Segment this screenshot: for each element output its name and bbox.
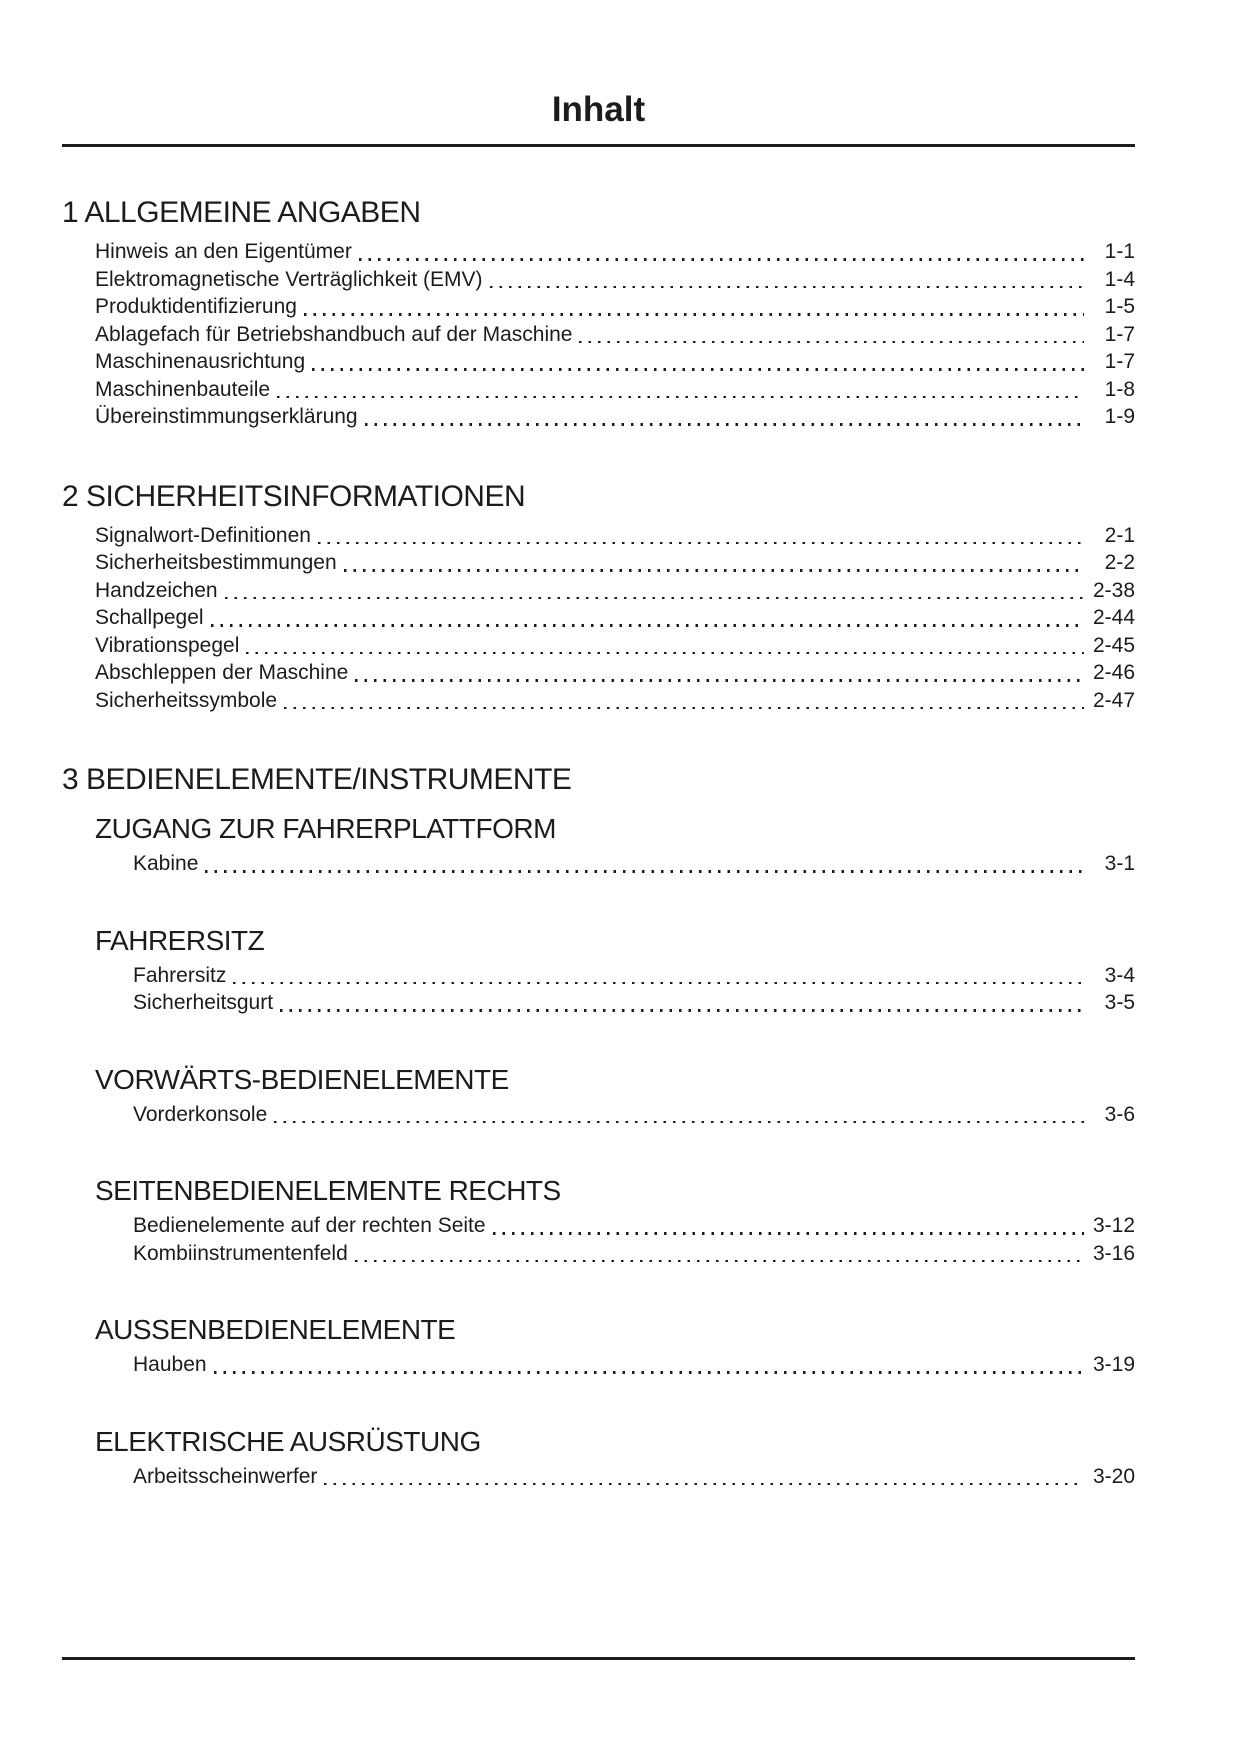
- toc-entry-page: 3-12: [1092, 1214, 1135, 1237]
- dot-leader: [304, 293, 1084, 321]
- toc-entry: [62, 403, 1135, 431]
- toc-entry-label: Sicherheitssymbole: [95, 688, 278, 712]
- toc-entry-page: 2-38: [1092, 578, 1135, 602]
- toc-subsection: [62, 1174, 1135, 1267]
- dot-leader: [246, 632, 1084, 660]
- toc-entry: [62, 1351, 1135, 1379]
- toc-subsection: [62, 1313, 1135, 1379]
- dot-leader: [274, 1101, 1084, 1129]
- toc-entry-label: Sicherheitsgurt: [133, 991, 274, 1014]
- toc-entry-page: 1-7: [1104, 322, 1135, 346]
- toc-entry-label: Schallpegel: [95, 606, 204, 629]
- toc-entry-page: 1-9: [1104, 405, 1135, 428]
- toc-subsection: [62, 924, 1135, 1017]
- subsection-title: SEITENBEDIENELEMENTE RECHTS: [95, 1175, 561, 1206]
- toc-subsection: [62, 1063, 1135, 1129]
- toc-entry-label: Arbeitsscheinwerfer: [133, 1464, 318, 1488]
- chapter-title: 2 SICHERHEITSINFORMATIONEN: [62, 479, 526, 513]
- toc-entry: [62, 687, 1135, 715]
- dot-leader: [324, 1463, 1084, 1491]
- footer-divider: [62, 1657, 1135, 1660]
- subsection-title: AUSSENBEDIENELEMENTE: [95, 1314, 456, 1345]
- toc-entry-label: Handzeichen: [95, 578, 218, 602]
- dot-leader: [312, 348, 1084, 376]
- dot-leader: [359, 238, 1084, 266]
- dot-leader: [355, 1240, 1084, 1268]
- toc-entry: [62, 1463, 1135, 1491]
- toc-entry-page: 3-4: [1104, 963, 1135, 987]
- toc-entry-page: 3-16: [1092, 1241, 1135, 1265]
- toc: [62, 195, 1135, 1490]
- toc-entry: [62, 962, 1135, 990]
- toc-entry: [62, 522, 1135, 550]
- toc-entry: [62, 604, 1135, 632]
- chapter-title: 1 ALLGEMEINE ANGABEN: [62, 196, 421, 229]
- toc-entry-label: Bedienelemente auf der rechten Seite: [133, 1214, 486, 1237]
- toc-entry: [62, 238, 1135, 266]
- toc-entry-label: Vorderkonsole: [133, 1102, 268, 1126]
- toc-entry-page: 1-5: [1104, 295, 1135, 318]
- subsection-title: FAHRERSITZ: [95, 924, 265, 956]
- toc-entry-page: 3-1: [1104, 852, 1135, 875]
- toc-entry-label: Hinweis an den Eigentümer: [95, 240, 352, 263]
- toc-entry-label: Hauben: [133, 1353, 207, 1376]
- dot-leader: [211, 604, 1084, 632]
- toc-entry: [62, 1240, 1135, 1268]
- toc-entry-label: Sicherheitsbestimmungen: [95, 551, 337, 574]
- dot-leader: [579, 321, 1084, 349]
- toc-entry: [62, 850, 1135, 878]
- dot-leader: [365, 403, 1084, 431]
- toc-entry-page: 2-44: [1092, 606, 1135, 629]
- toc-entry-page: 3-20: [1092, 1464, 1135, 1488]
- toc-subsection: [62, 1425, 1135, 1491]
- toc-entry-page: 2-46: [1092, 661, 1135, 684]
- dot-leader: [318, 522, 1084, 550]
- toc-entry-page: 1-1: [1104, 240, 1135, 263]
- toc-entry-label: Übereinstimmungserklärung: [95, 405, 358, 428]
- subsection-title: ELEKTRISCHE AUSRÜSTUNG: [95, 1425, 481, 1457]
- toc-entry-page: 3-6: [1104, 1102, 1135, 1126]
- toc-chapter: [62, 479, 1135, 715]
- toc-entry-page: 1-4: [1104, 267, 1135, 291]
- dot-leader: [490, 266, 1085, 294]
- subsection-title: VORWÄRTS-BEDIENELEMENTE: [95, 1063, 509, 1095]
- toc-entry-page: 2-1: [1104, 523, 1135, 547]
- toc-entry-label: Abschleppen der Maschine: [95, 661, 349, 684]
- toc-entry-page: 3-19: [1092, 1353, 1135, 1376]
- toc-entry: [62, 321, 1135, 349]
- toc-entry: [62, 1212, 1135, 1240]
- dot-leader: [355, 659, 1084, 687]
- toc-entry-label: Elektromagnetische Verträglichkeit (EMV): [95, 267, 483, 291]
- subsection-title: ZUGANG ZUR FAHRERPLATTFORM: [95, 813, 556, 844]
- dot-leader: [205, 850, 1084, 878]
- toc-subsection: [62, 812, 1135, 878]
- dot-leader: [344, 549, 1084, 577]
- toc-entry: [62, 266, 1135, 294]
- toc-entry: [62, 348, 1135, 376]
- toc-entry-label: Vibrationspegel: [95, 633, 240, 657]
- toc-entry: [62, 376, 1135, 404]
- dot-leader: [233, 962, 1084, 990]
- toc-entry-label: Maschinenausrichtung: [95, 350, 306, 373]
- toc-entry-label: Ablagefach für Betriebshandbuch auf der Maschine: [95, 322, 573, 346]
- toc-entry: [62, 659, 1135, 687]
- toc-entry: [62, 1101, 1135, 1129]
- toc-entry-label: Kabine: [133, 852, 199, 875]
- toc-entry-page: 2-2: [1104, 551, 1135, 574]
- chapter-title: 3 BEDIENELEMENTE/INSTRUMENTE: [62, 763, 572, 796]
- dot-leader: [493, 1212, 1084, 1240]
- toc-entry-label: Produktidentifizierung: [95, 295, 297, 318]
- toc-entry: [62, 577, 1135, 605]
- toc-entry: [62, 989, 1135, 1017]
- toc-entry-page: 1-7: [1104, 350, 1135, 373]
- page-title: Inhalt: [551, 90, 646, 129]
- toc-entry-label: Fahrersitz: [133, 963, 227, 987]
- toc-entry: [62, 293, 1135, 321]
- toc-chapter: [62, 195, 1135, 431]
- header-divider: [62, 144, 1135, 147]
- dot-leader: [280, 989, 1084, 1017]
- toc-entry: [62, 632, 1135, 660]
- toc-entry-page: 2-45: [1092, 633, 1135, 657]
- toc-entry-page: 1-8: [1104, 377, 1135, 401]
- toc-entry-page: 3-5: [1104, 991, 1135, 1014]
- toc-entry-label: Signalwort-Definitionen: [95, 523, 311, 547]
- dot-leader: [214, 1351, 1084, 1379]
- toc-entry-label: Kombiinstrumentenfeld: [133, 1241, 348, 1265]
- toc-entry: [62, 549, 1135, 577]
- dot-leader: [277, 376, 1084, 404]
- dot-leader: [284, 687, 1084, 715]
- toc-entry-label: Maschinenbauteile: [95, 377, 271, 401]
- dot-leader: [225, 577, 1084, 605]
- toc-chapter: [62, 762, 1135, 1490]
- toc-entry-page: 2-47: [1092, 688, 1135, 712]
